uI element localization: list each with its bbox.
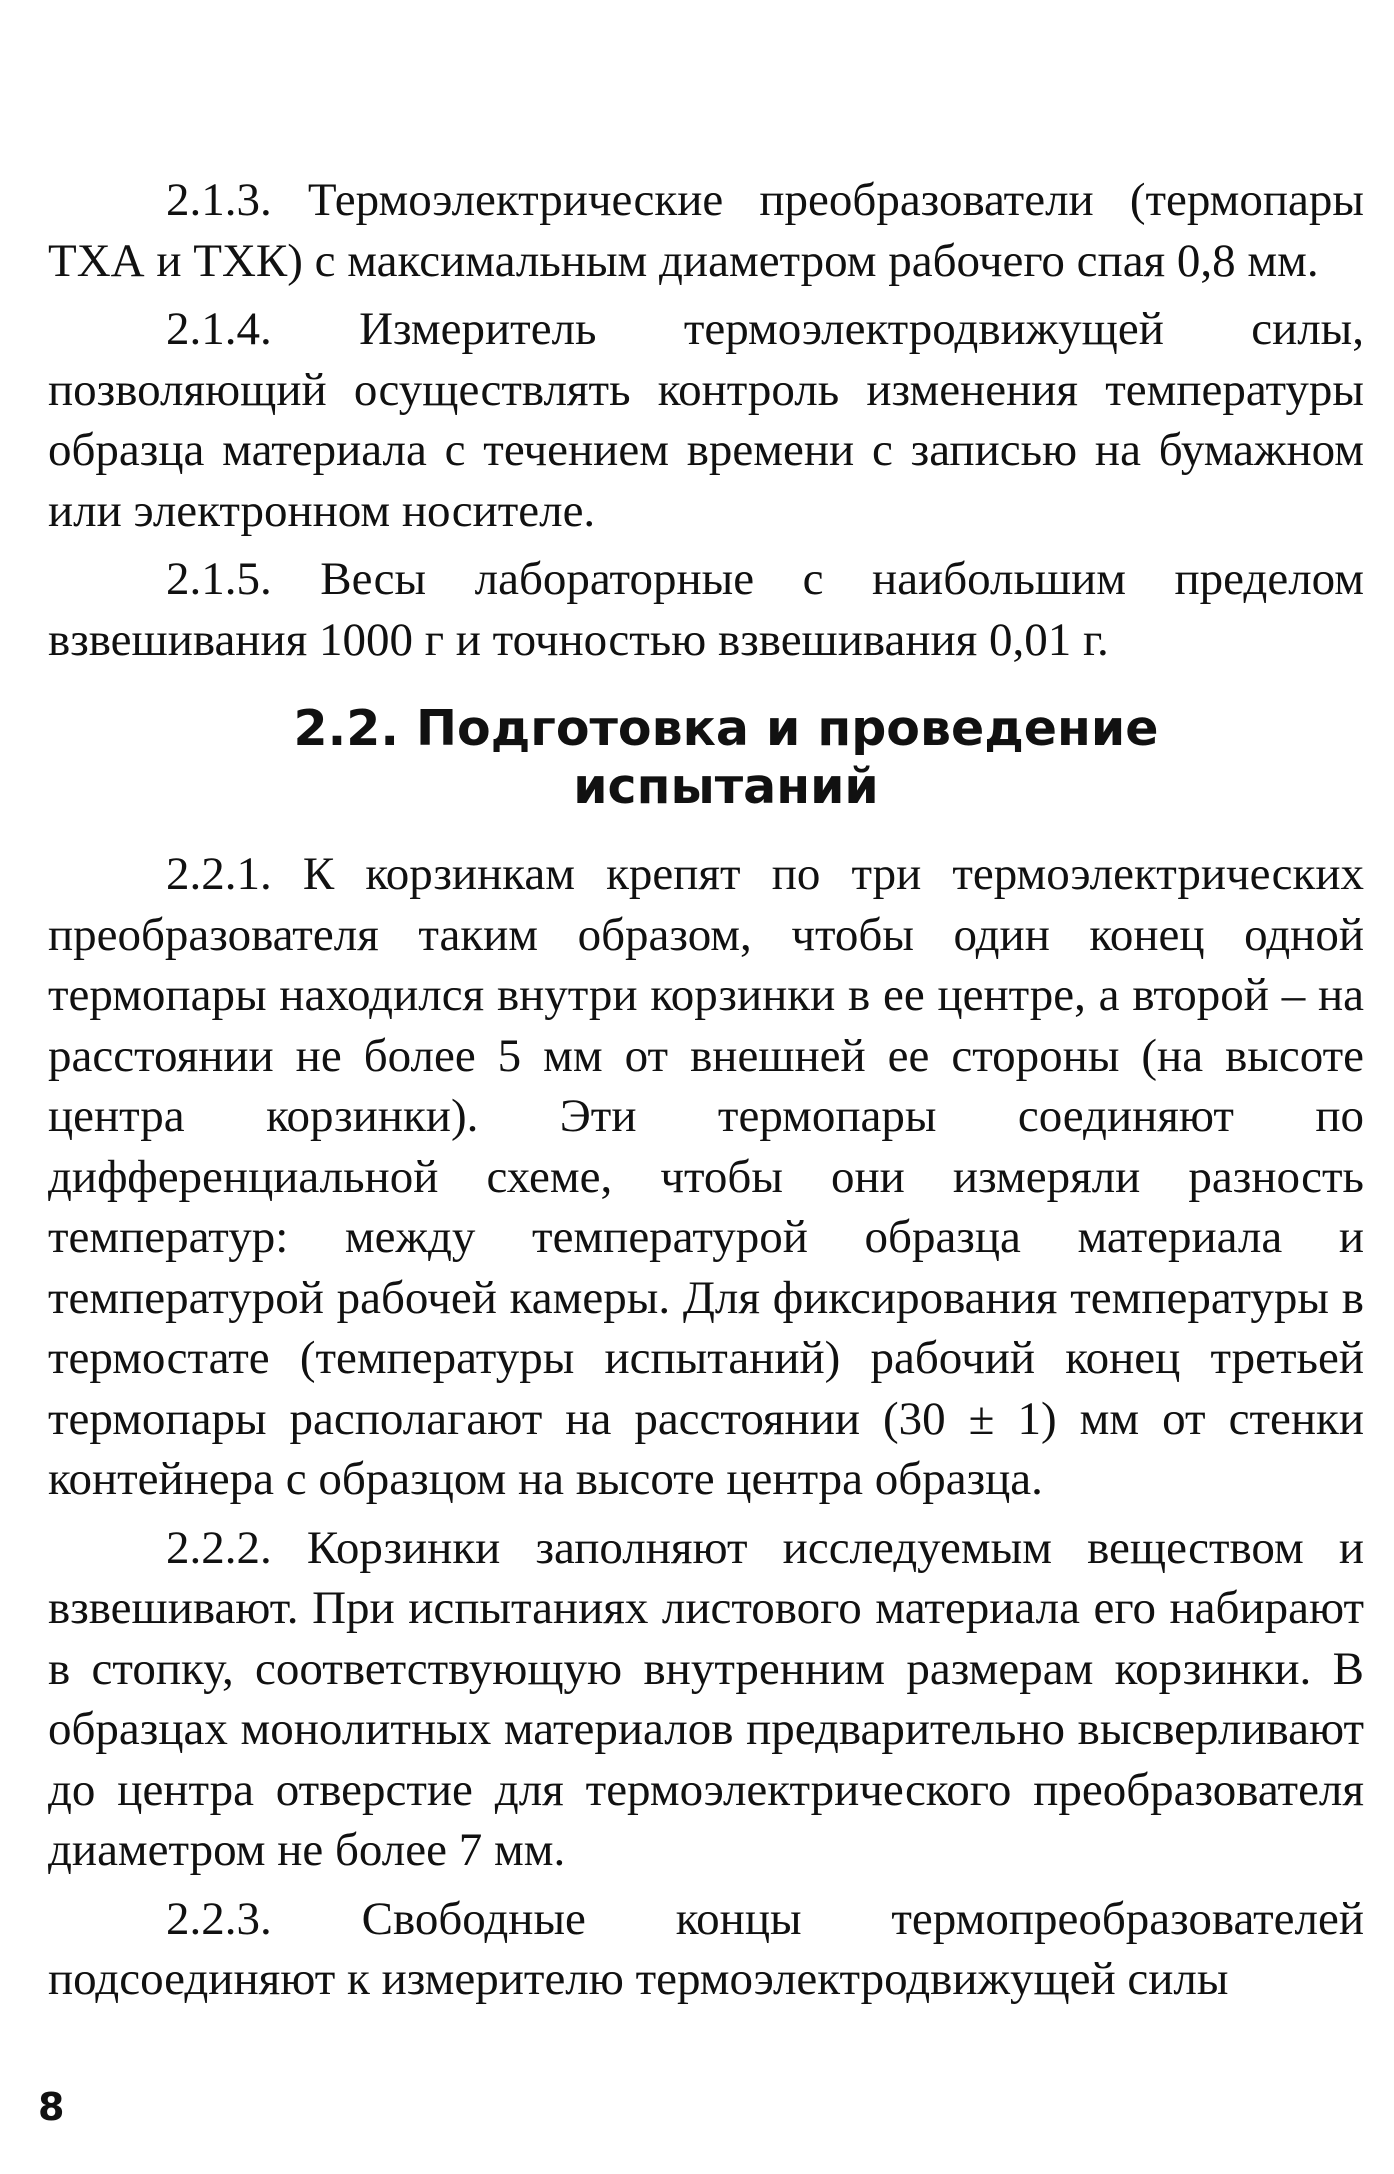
paragraph-2-2-2: 2.2.2. Корзинки заполняют исследуемым веществом и взвешивают. При испытаниях листового материала его набирают в стопку, соответствующую внутренним размерам корзинки. В образцах монолитных материалов предварительно высверливают до центра отверстие для термоэлектрического преобразователя диаметром не более 7 мм. <box>48 1521 1364 1876</box>
section-heading-line-1: 2.2. Подготовка и проведение <box>293 700 1159 757</box>
paragraph-2-1-4: 2.1.4. Измеритель термоэлектродвижущей силы, позволяющий осуществлять контроль изменения температуры образца материала с течением времени с записью на бумажном или электронном носителе. <box>48 303 1364 537</box>
page-number: 8 <box>38 2085 65 2129</box>
section-heading-line-2: испытаний <box>573 758 879 815</box>
section-heading <box>48 700 1364 816</box>
paragraph-2-2-3: 2.2.3. Свободные концы термопреобразователей подсоединяют к измерителю термоэлектродвижущей силы <box>48 1892 1364 2005</box>
paragraph-2-1-5: 2.1.5. Весы лабораторные с наибольшим пределом взвешивания 1000 г и точностью взвешивания 0,01 г. <box>48 553 1364 666</box>
paragraph-2-1-3: 2.1.3. Термоэлектрические преобразователи (термопары ТХА и ТХК) с максимальным диаметром рабочего спая 0,8 мм. <box>48 174 1364 287</box>
paragraph-2-2-1: 2.2.1. К корзинкам крепят по три термоэлектрических преобразователя таким образом, чтобы один конец одной термопары находился внутри корзинки в ее центре, а второй – на расстоянии не более 5 мм от внешней ее стороны (на высоте центра корзинки). Эти термопары соединяют по дифференциальной схеме, чтобы они измеряли разность температур: между температурой образца материала и температурой рабочей камеры. Для фиксирования температуры в термостате (температуры испытаний) рабочий конец третьей термопары располагают на расстоянии (30 ± 1) мм от стенки контейнера с образцом на высоте центра образца. <box>48 848 1364 1505</box>
document-page <box>48 170 1364 2018</box>
